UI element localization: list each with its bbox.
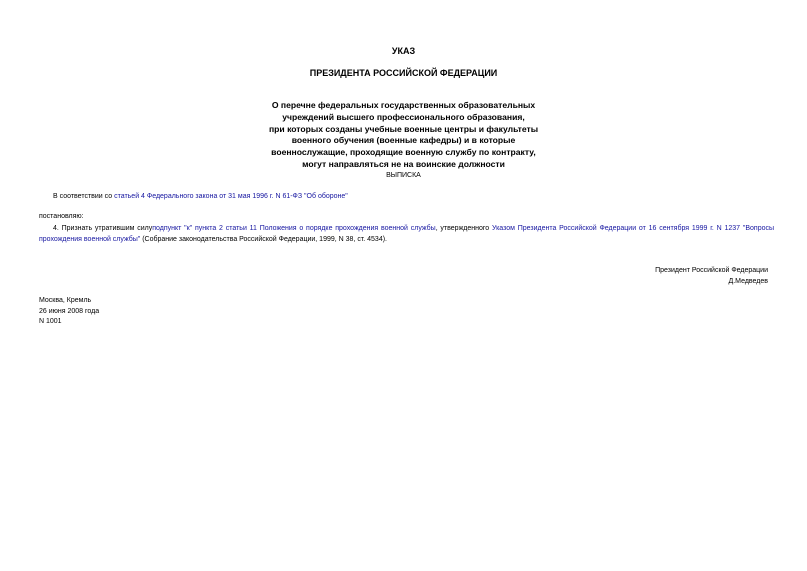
paragraph-text: В соответствии со: [53, 193, 115, 200]
decree-link[interactable]: Указом Президента Российской Федерации от 16 сентября 1999 г. N 1237 "Вопросы прохождения военной службы": [39, 225, 775, 243]
regulation-link[interactable]: подпункт "к" пункта 2 статьи 11 Положения о порядке прохождения военной службы: [152, 225, 436, 232]
paragraph-text: (Собрание законодательства Российской Федерации, 1999, N 38, ст. 4534).: [140, 235, 387, 243]
subject-line: О перечне федеральных государственных образовательных: [271, 100, 536, 110]
doc-subtitle: ПРЕЗИДЕНТА РОССИЙСКОЙ ФЕДЕРАЦИИ: [309, 68, 498, 78]
subject-line: могут направляться не на воинские должности: [302, 158, 505, 169]
subject-line: учреждений высшего профессионального образования,: [282, 111, 525, 122]
law-link[interactable]: статьей 4 Федерального закона от 31 мая 1996 г. N 61-ФЗ "Об обороне": [114, 193, 348, 200]
place-date-block: [39, 296, 99, 328]
document-number: N 1001: [39, 318, 62, 325]
extract-label: ВЫПИСКА: [386, 172, 421, 179]
paragraph-text: 4. Признать утратившим силу: [53, 225, 153, 232]
signature-position: Президент Российской Федерации: [655, 267, 768, 274]
subject-line: при которых созданы учебные военные центры и факультеты: [268, 123, 539, 134]
place-city: Москва, Кремль: [39, 297, 92, 304]
doc-subject: [0, 100, 807, 171]
signature-name: Д.Медведев: [728, 277, 768, 285]
doc-title: УКАЗ: [391, 46, 416, 56]
place-date: 26 июня 2008 года: [39, 307, 100, 315]
paragraph-text: , утвержденного: [435, 225, 492, 232]
paragraph-decree: постановляю:: [39, 213, 84, 220]
paragraph-basis: [39, 192, 774, 203]
subject-line: военного обучения (военные кафедры) и в которые: [291, 135, 516, 146]
subject-line: военнослужащие, проходящие военную службу по контракту,: [271, 147, 536, 158]
paragraph-item-4: [39, 224, 774, 245]
signature-block: [655, 266, 768, 287]
